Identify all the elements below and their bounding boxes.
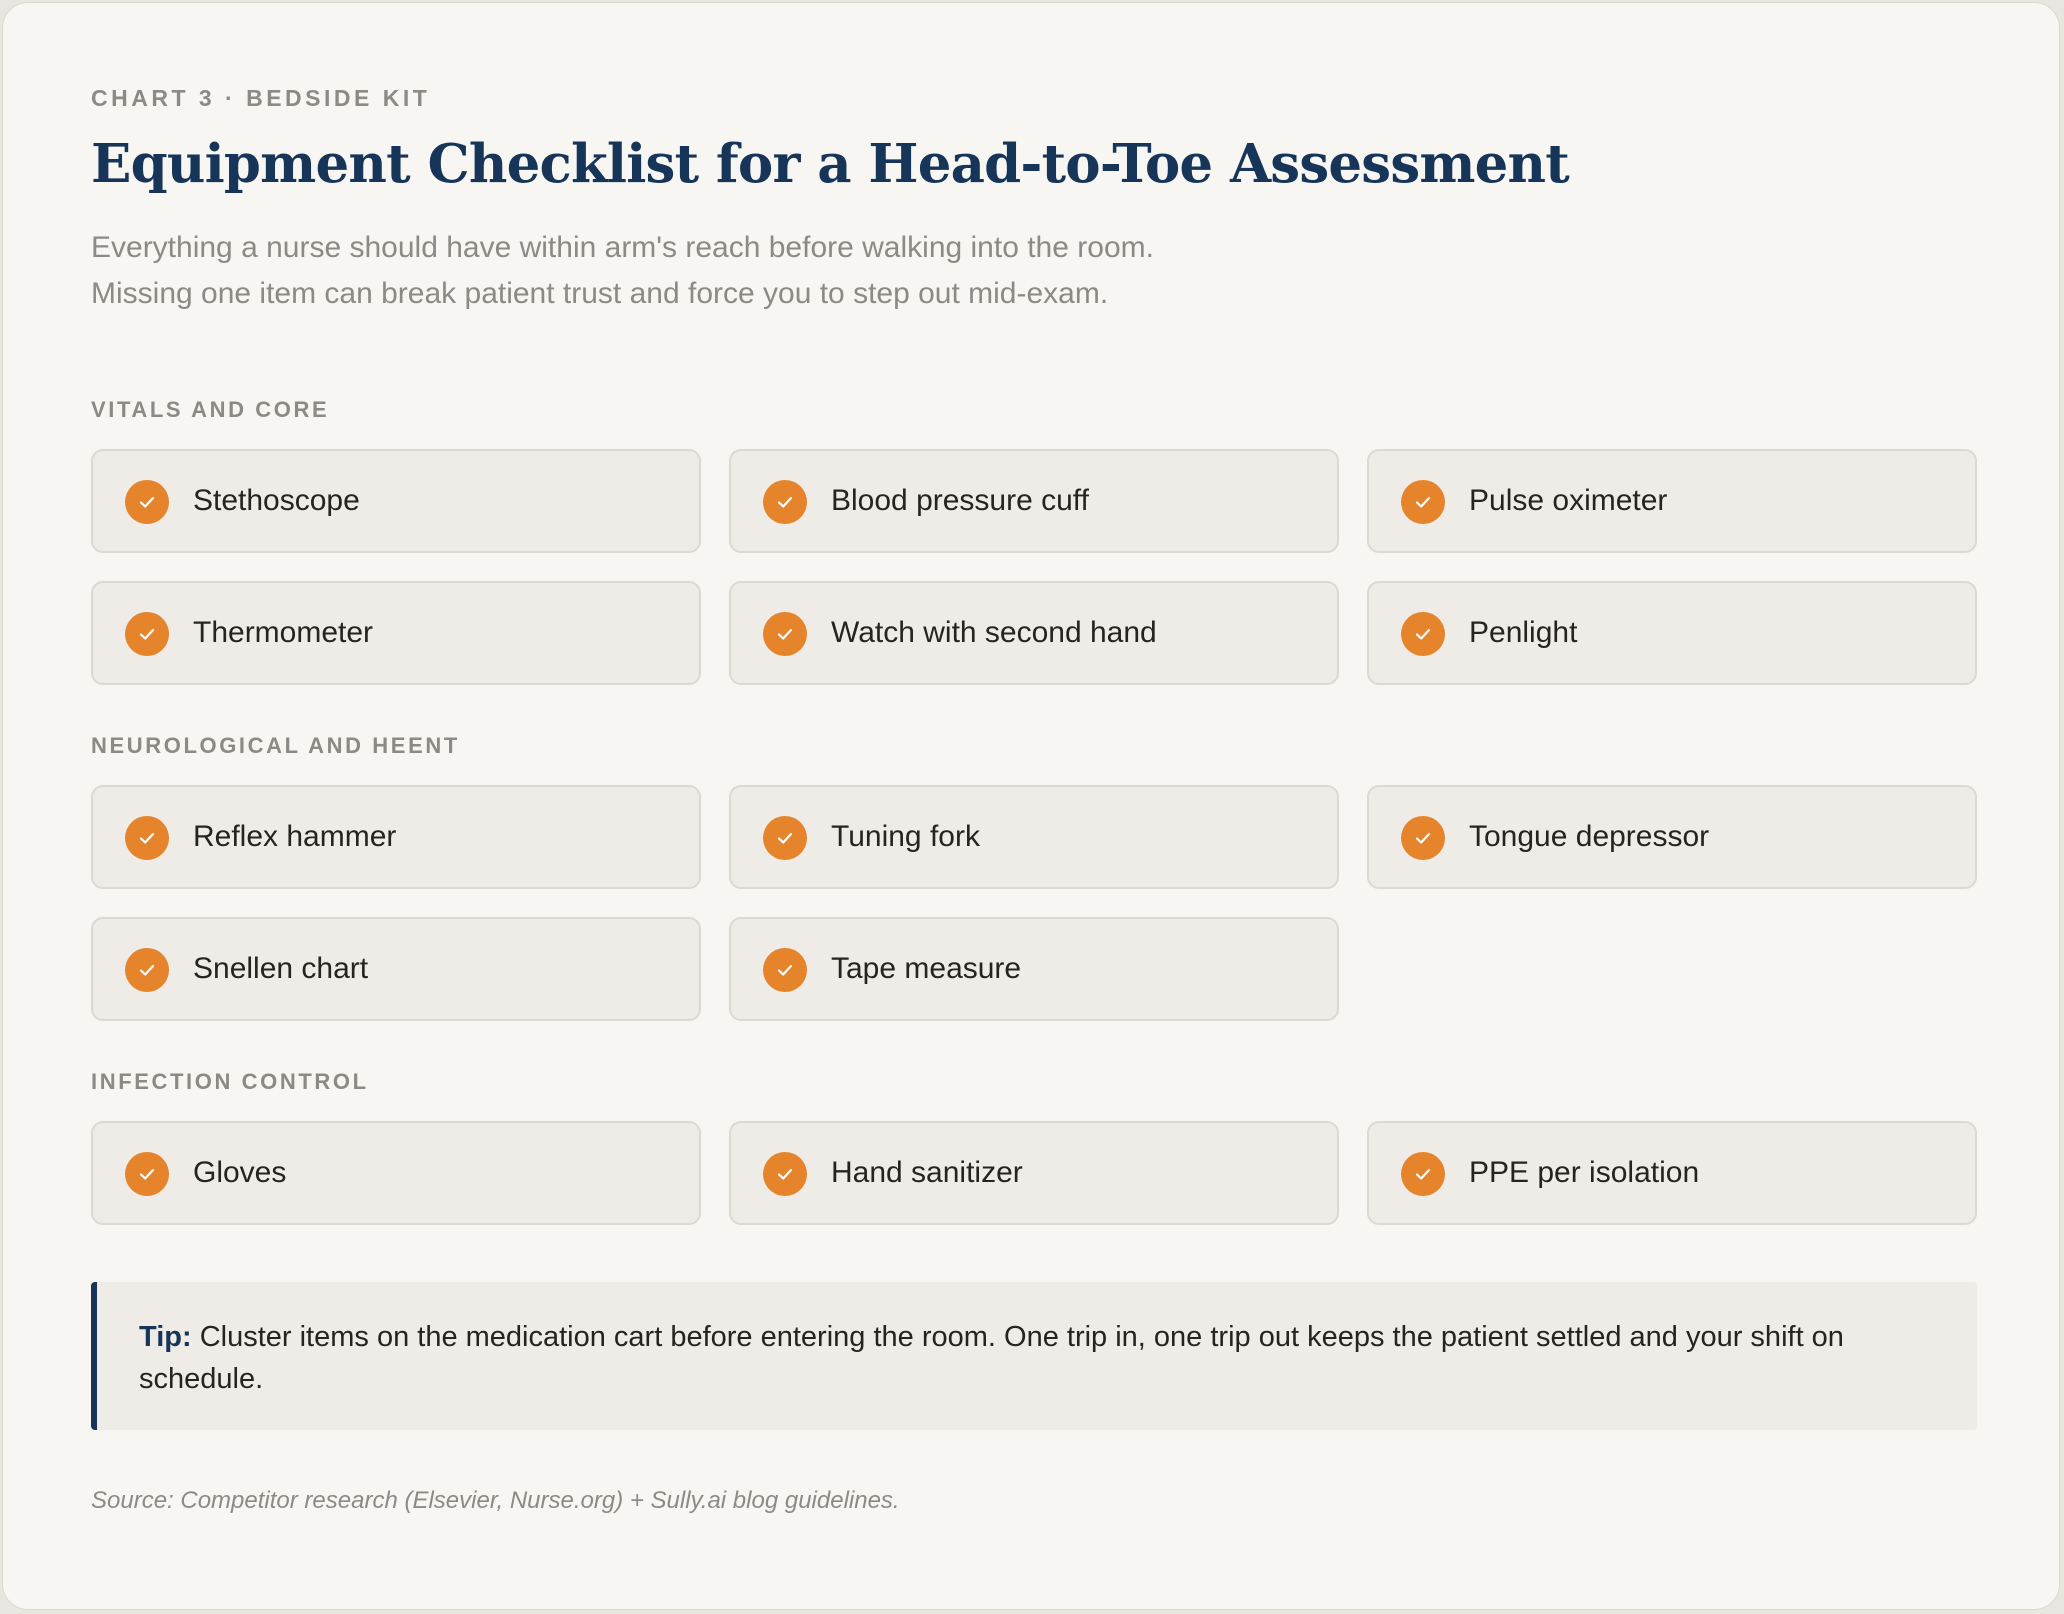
page-title: Equipment Checklist for a Head-to-Toe Assessment <box>91 133 1569 195</box>
checklist-item[interactable] <box>1367 1121 1977 1225</box>
subtitle-line: Missing one item can break patient trust and force you to step out mid-exam. <box>91 277 1109 310</box>
tip-callout <box>91 1282 1977 1430</box>
section-label-vitals: VITALS AND CORE <box>91 397 330 422</box>
checklist-item[interactable] <box>729 785 1339 889</box>
section-label-infection: INFECTION CONTROL <box>91 1069 369 1094</box>
section-label-neuro: NEUROLOGICAL AND HEENT <box>91 733 460 758</box>
check-circle-icon <box>125 480 169 524</box>
checklist-item[interactable] <box>729 581 1339 685</box>
checklist-item[interactable] <box>1367 581 1977 685</box>
checklist-item-label: Thermometer <box>193 616 374 649</box>
checklist-item-label: Stethoscope <box>193 484 360 517</box>
checklist-item[interactable] <box>729 917 1339 1021</box>
check-circle-icon <box>1401 1152 1445 1196</box>
subtitle-line: Everything a nurse should have within arm's reach before walking into the room. <box>91 231 1154 264</box>
check-circle-icon <box>125 612 169 656</box>
source-note: Source: Competitor research (Elsevier, Nurse.org) + Sully.ai blog guidelines. <box>91 1487 900 1514</box>
page-subtitle <box>91 225 1154 317</box>
check-circle-icon <box>125 948 169 992</box>
checklist-item-label: Snellen chart <box>193 952 369 985</box>
chart-eyebrow: CHART 3 · BEDSIDE KIT <box>91 85 431 111</box>
checklist-item-label: Blood pressure cuff <box>831 484 1089 517</box>
checklist-item[interactable] <box>91 1121 701 1225</box>
checklist-item-label: Hand sanitizer <box>831 1156 1023 1189</box>
checklist-item[interactable] <box>91 449 701 553</box>
checklist-item-label: Tongue depressor <box>1469 820 1710 853</box>
checklist-item-label: Watch with second hand <box>831 616 1157 649</box>
checklist-item[interactable] <box>91 785 701 889</box>
check-circle-icon <box>763 816 807 860</box>
checklist-item-label: Tape measure <box>831 952 1022 985</box>
check-circle-icon <box>763 480 807 524</box>
checklist-card <box>2 2 2060 1610</box>
tip-label: Tip: <box>139 1321 192 1353</box>
check-circle-icon <box>1401 816 1445 860</box>
checklist-item-label: Pulse oximeter <box>1469 484 1668 517</box>
checklist-item-label: PPE per isolation <box>1469 1156 1700 1189</box>
checklist-item-label: Penlight <box>1469 616 1578 649</box>
check-circle-icon <box>763 612 807 656</box>
check-circle-icon <box>1401 612 1445 656</box>
check-circle-icon <box>125 1152 169 1196</box>
check-circle-icon <box>763 1152 807 1196</box>
check-circle-icon <box>763 948 807 992</box>
check-circle-icon <box>125 816 169 860</box>
checklist-item[interactable] <box>729 449 1339 553</box>
checklist-item[interactable] <box>1367 785 1977 889</box>
checklist-item[interactable] <box>729 1121 1339 1225</box>
checklist-item-label: Reflex hammer <box>193 820 397 853</box>
checklist-item[interactable] <box>1367 449 1977 553</box>
checklist-item-label: Gloves <box>193 1156 287 1189</box>
tip-text: Cluster items on the medication cart before entering the room. One trip in, one trip out keeps the patient settled and your shift on schedule. <box>139 1321 1844 1395</box>
checklist-item[interactable] <box>91 581 701 685</box>
checklist-item[interactable] <box>91 917 701 1021</box>
check-circle-icon <box>1401 480 1445 524</box>
checklist-item-label: Tuning fork <box>831 820 980 853</box>
